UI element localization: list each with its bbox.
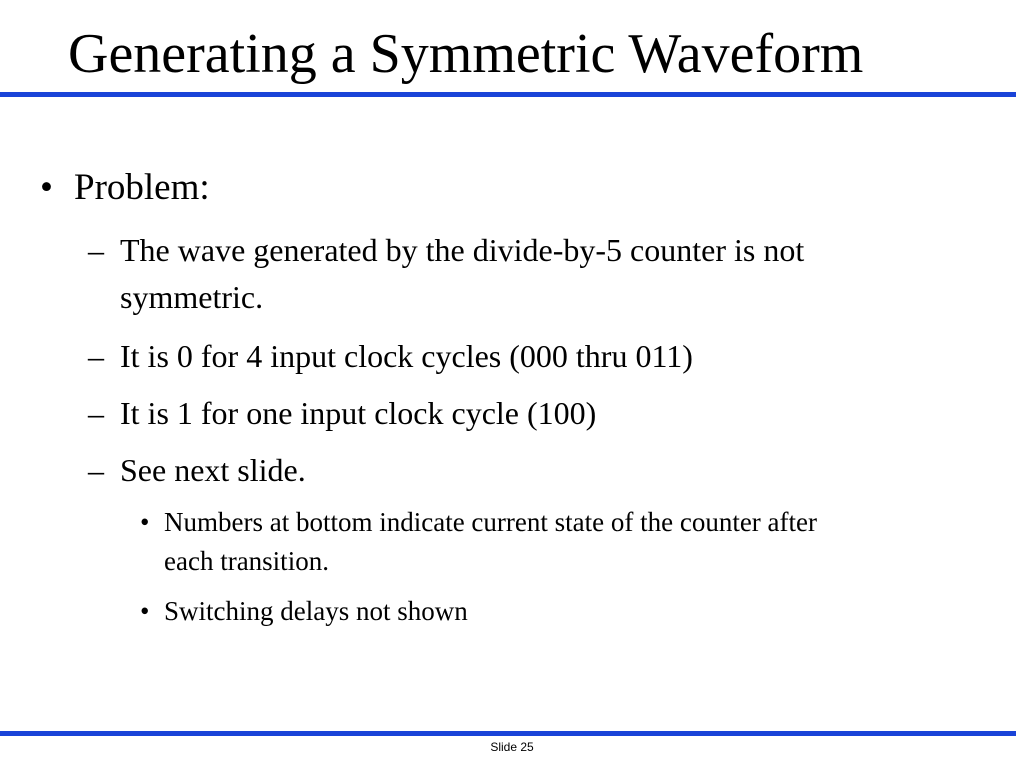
sub-bullet-1-line1: The wave generated by the divide-by-5 counter is not bbox=[120, 232, 805, 268]
bullet-marker: • bbox=[40, 167, 53, 208]
sub-bullet-2: It is 0 for 4 input clock cycles (000 thru 011) bbox=[120, 338, 693, 374]
slide-title: Generating a Symmetric Waveform bbox=[68, 23, 864, 85]
small-bullet-marker: • bbox=[140, 507, 150, 537]
footer-divider bbox=[0, 731, 1016, 736]
dash-marker: – bbox=[88, 338, 104, 374]
sub-bullet-3: It is 1 for one input clock cycle (100) bbox=[120, 395, 597, 431]
sub-bullet-4: See next slide. bbox=[120, 452, 306, 488]
sub-bullet-1-line2: symmetric. bbox=[120, 279, 264, 315]
sub-sub-bullet-1-line1: Numbers at bottom indicate current state of the counter after bbox=[164, 507, 817, 537]
bullet-problem: Problem: bbox=[74, 167, 210, 208]
dash-marker: – bbox=[88, 452, 104, 488]
small-bullet-marker: • bbox=[140, 596, 150, 626]
dash-marker: – bbox=[88, 395, 104, 431]
sub-sub-bullet-1-line2: each transition. bbox=[164, 546, 329, 576]
dash-marker: – bbox=[88, 232, 104, 268]
slide-number: Slide 25 bbox=[490, 740, 534, 754]
sub-sub-bullet-2: Switching delays not shown bbox=[164, 596, 468, 626]
